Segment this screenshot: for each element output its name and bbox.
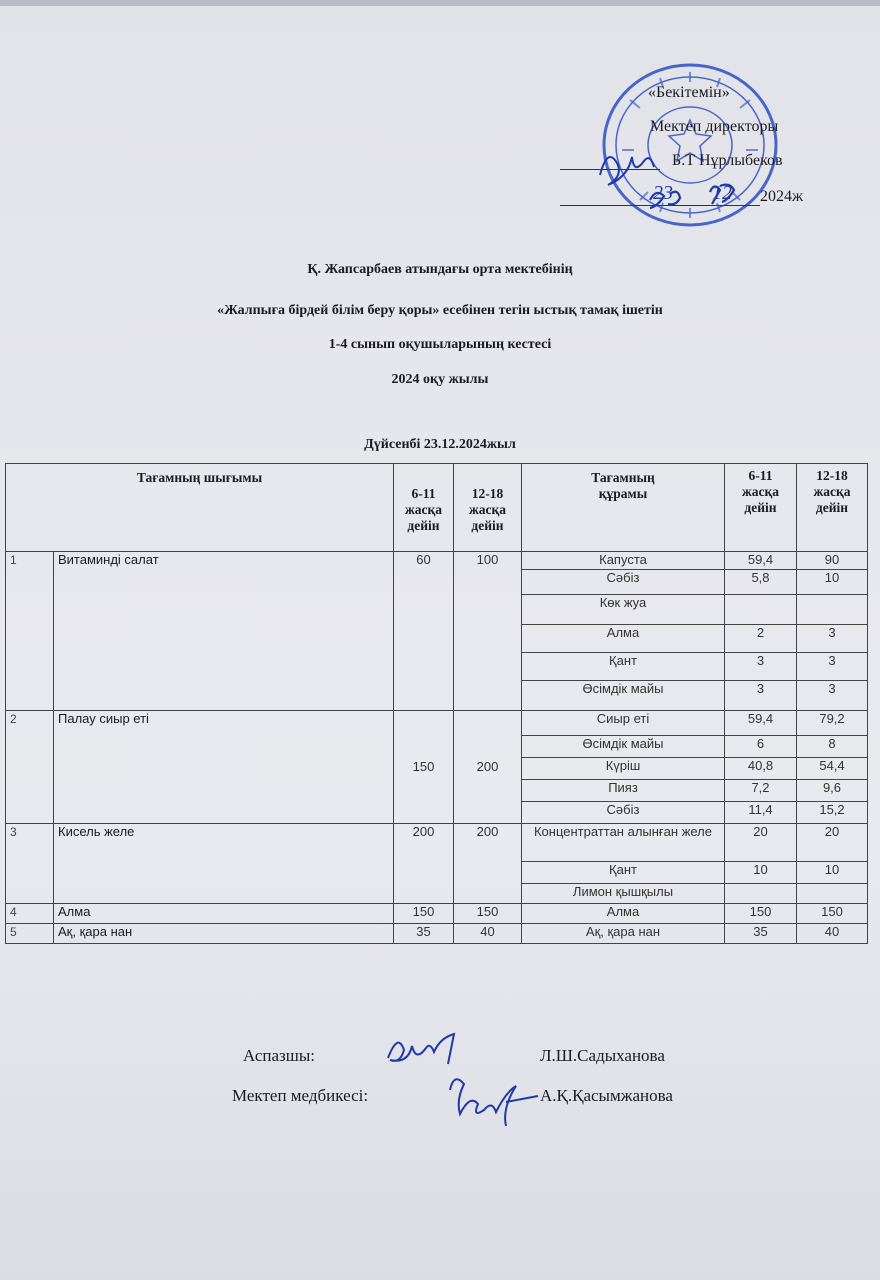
ingredient-name: Көк жуа	[522, 595, 725, 625]
table-row	[6, 711, 868, 736]
ingredient-amount-6-11: 2	[725, 625, 797, 653]
ingredient-amount-12-18: 9,6	[797, 780, 868, 802]
dish-portion-12-18: 100	[454, 552, 522, 711]
ingredient-amount-6-11	[725, 595, 797, 625]
dish-name: Ақ, қара нан	[54, 924, 394, 944]
director-name: Б.Т Нұрлыбеков	[672, 152, 783, 169]
approval-heading: «Бекітемін»	[648, 84, 730, 101]
approval-month: 12	[712, 182, 732, 204]
header-age-12-18: 12-18 жасқа дейін	[454, 464, 522, 552]
approval-year: 2024ж	[760, 188, 804, 205]
ingredient-amount-6-11: 11,4	[725, 802, 797, 824]
ingredient-name: Қант	[522, 653, 725, 681]
ingredient-name: Сәбіз	[522, 802, 725, 824]
ingredient-name: Сиыр еті	[522, 711, 725, 736]
ingredient-name: Сәбіз	[522, 570, 725, 595]
approval-day: 23	[653, 182, 673, 204]
table-row	[6, 552, 868, 570]
ingredient-name: Концентраттан алынған желе	[522, 824, 725, 862]
table-row	[6, 924, 868, 944]
director-signature	[590, 130, 790, 220]
dish-portion-6-11: 150	[394, 711, 454, 824]
ingredient-name: Алма	[522, 625, 725, 653]
ingredient-name: Өсімдік майы	[522, 736, 725, 758]
table-row	[6, 904, 868, 924]
ingredient-amount-6-11: 3	[725, 681, 797, 711]
header-age-12-18-b: 12-18 жасқа дейін	[797, 464, 868, 552]
dish-portion-6-11: 60	[394, 552, 454, 711]
ingredient-amount-6-11: 40,8	[725, 758, 797, 780]
ingredient-name: Қант	[522, 862, 725, 884]
header-age-6-11: 6-11 жасқа дейін	[394, 464, 454, 552]
ingredient-amount-12-18: 8	[797, 736, 868, 758]
ingredient-amount-12-18: 10	[797, 862, 868, 884]
dish-number: 1	[6, 552, 54, 711]
ingredient-amount-12-18: 40	[797, 924, 868, 944]
ingredient-amount-12-18	[797, 595, 868, 625]
ingredient-amount-12-18: 20	[797, 824, 868, 862]
ingredient-name: Капуста	[522, 552, 725, 570]
ingredient-name: Лимон қышқылы	[522, 884, 725, 904]
dish-number: 4	[6, 904, 54, 924]
nurse-name: А.Қ.Қасымжанова	[540, 1086, 673, 1105]
dish-number: 2	[6, 711, 54, 824]
ingredient-amount-12-18: 3	[797, 625, 868, 653]
menu-date: Дүйсенбі 23.12.2024жыл	[364, 437, 516, 452]
academic-year: 2024 оқу жылы	[391, 372, 489, 387]
ingredient-amount-12-18: 3	[797, 653, 868, 681]
ingredient-name: Күріш	[522, 758, 725, 780]
ingredient-amount-6-11: 5,8	[725, 570, 797, 595]
ingredient-amount-12-18: 150	[797, 904, 868, 924]
ingredient-amount-12-18: 90	[797, 552, 868, 570]
dish-number: 3	[6, 824, 54, 904]
ingredient-amount-6-11: 7,2	[725, 780, 797, 802]
table-header-row	[6, 464, 868, 552]
cook-label: Аспазшы:	[243, 1046, 315, 1065]
school-title: Қ. Жапсарбаев атындағы орта мектебінің	[307, 262, 573, 277]
dish-portion-6-11: 150	[394, 904, 454, 924]
header-dish-output: Тағамның шығымы	[6, 464, 394, 552]
dish-portion-12-18: 150	[454, 904, 522, 924]
nurse-signature	[440, 1060, 550, 1130]
ingredient-name: Алма	[522, 904, 725, 924]
dish-name: Палау сиыр еті	[54, 711, 394, 824]
ingredient-amount-12-18: 79,2	[797, 711, 868, 736]
ingredient-amount-6-11: 20	[725, 824, 797, 862]
ingredient-amount-6-11: 3	[725, 653, 797, 681]
dish-name: Алма	[54, 904, 394, 924]
menu-table	[5, 463, 868, 944]
approval-position: Мектеп директоры	[650, 118, 779, 135]
ingredient-name: Өсімдік майы	[522, 681, 725, 711]
page-top-edge	[0, 0, 880, 6]
ingredient-amount-12-18: 15,2	[797, 802, 868, 824]
dish-name: Кисель желе	[54, 824, 394, 904]
ingredient-amount-6-11	[725, 884, 797, 904]
ingredient-amount-6-11: 10	[725, 862, 797, 884]
ingredient-amount-6-11: 59,4	[725, 552, 797, 570]
ingredient-amount-12-18: 3	[797, 681, 868, 711]
dish-portion-12-18: 40	[454, 924, 522, 944]
header-composition: Тағамның құрамы	[522, 464, 725, 552]
ingredient-amount-6-11: 6	[725, 736, 797, 758]
ingredient-amount-12-18	[797, 884, 868, 904]
fund-title: «Жалпыға бірдей білім беру қоры» есебінен тегін ыстық тамақ ішетін	[217, 303, 663, 318]
dish-name: Витаминді салат	[54, 552, 394, 711]
ingredient-amount-12-18: 10	[797, 570, 868, 595]
cook-name: Л.Ш.Садыханова	[540, 1046, 665, 1065]
ingredient-amount-6-11: 35	[725, 924, 797, 944]
dish-portion-12-18: 200	[454, 824, 522, 904]
table-row	[6, 824, 868, 862]
ingredient-amount-12-18: 54,4	[797, 758, 868, 780]
nurse-label: Мектеп медбикесі:	[232, 1086, 369, 1105]
dish-portion-6-11: 200	[394, 824, 454, 904]
dish-portion-12-18: 200	[454, 711, 522, 824]
ingredient-amount-6-11: 59,4	[725, 711, 797, 736]
header-age-6-11-b: 6-11 жасқа дейін	[725, 464, 797, 552]
grades-title: 1-4 сынып оқушыларының кестесі	[328, 337, 552, 352]
ingredient-amount-6-11: 150	[725, 904, 797, 924]
dish-portion-6-11: 35	[394, 924, 454, 944]
dish-number: 5	[6, 924, 54, 944]
ingredient-name: Пияз	[522, 780, 725, 802]
ingredient-name: Ақ, қара нан	[522, 924, 725, 944]
